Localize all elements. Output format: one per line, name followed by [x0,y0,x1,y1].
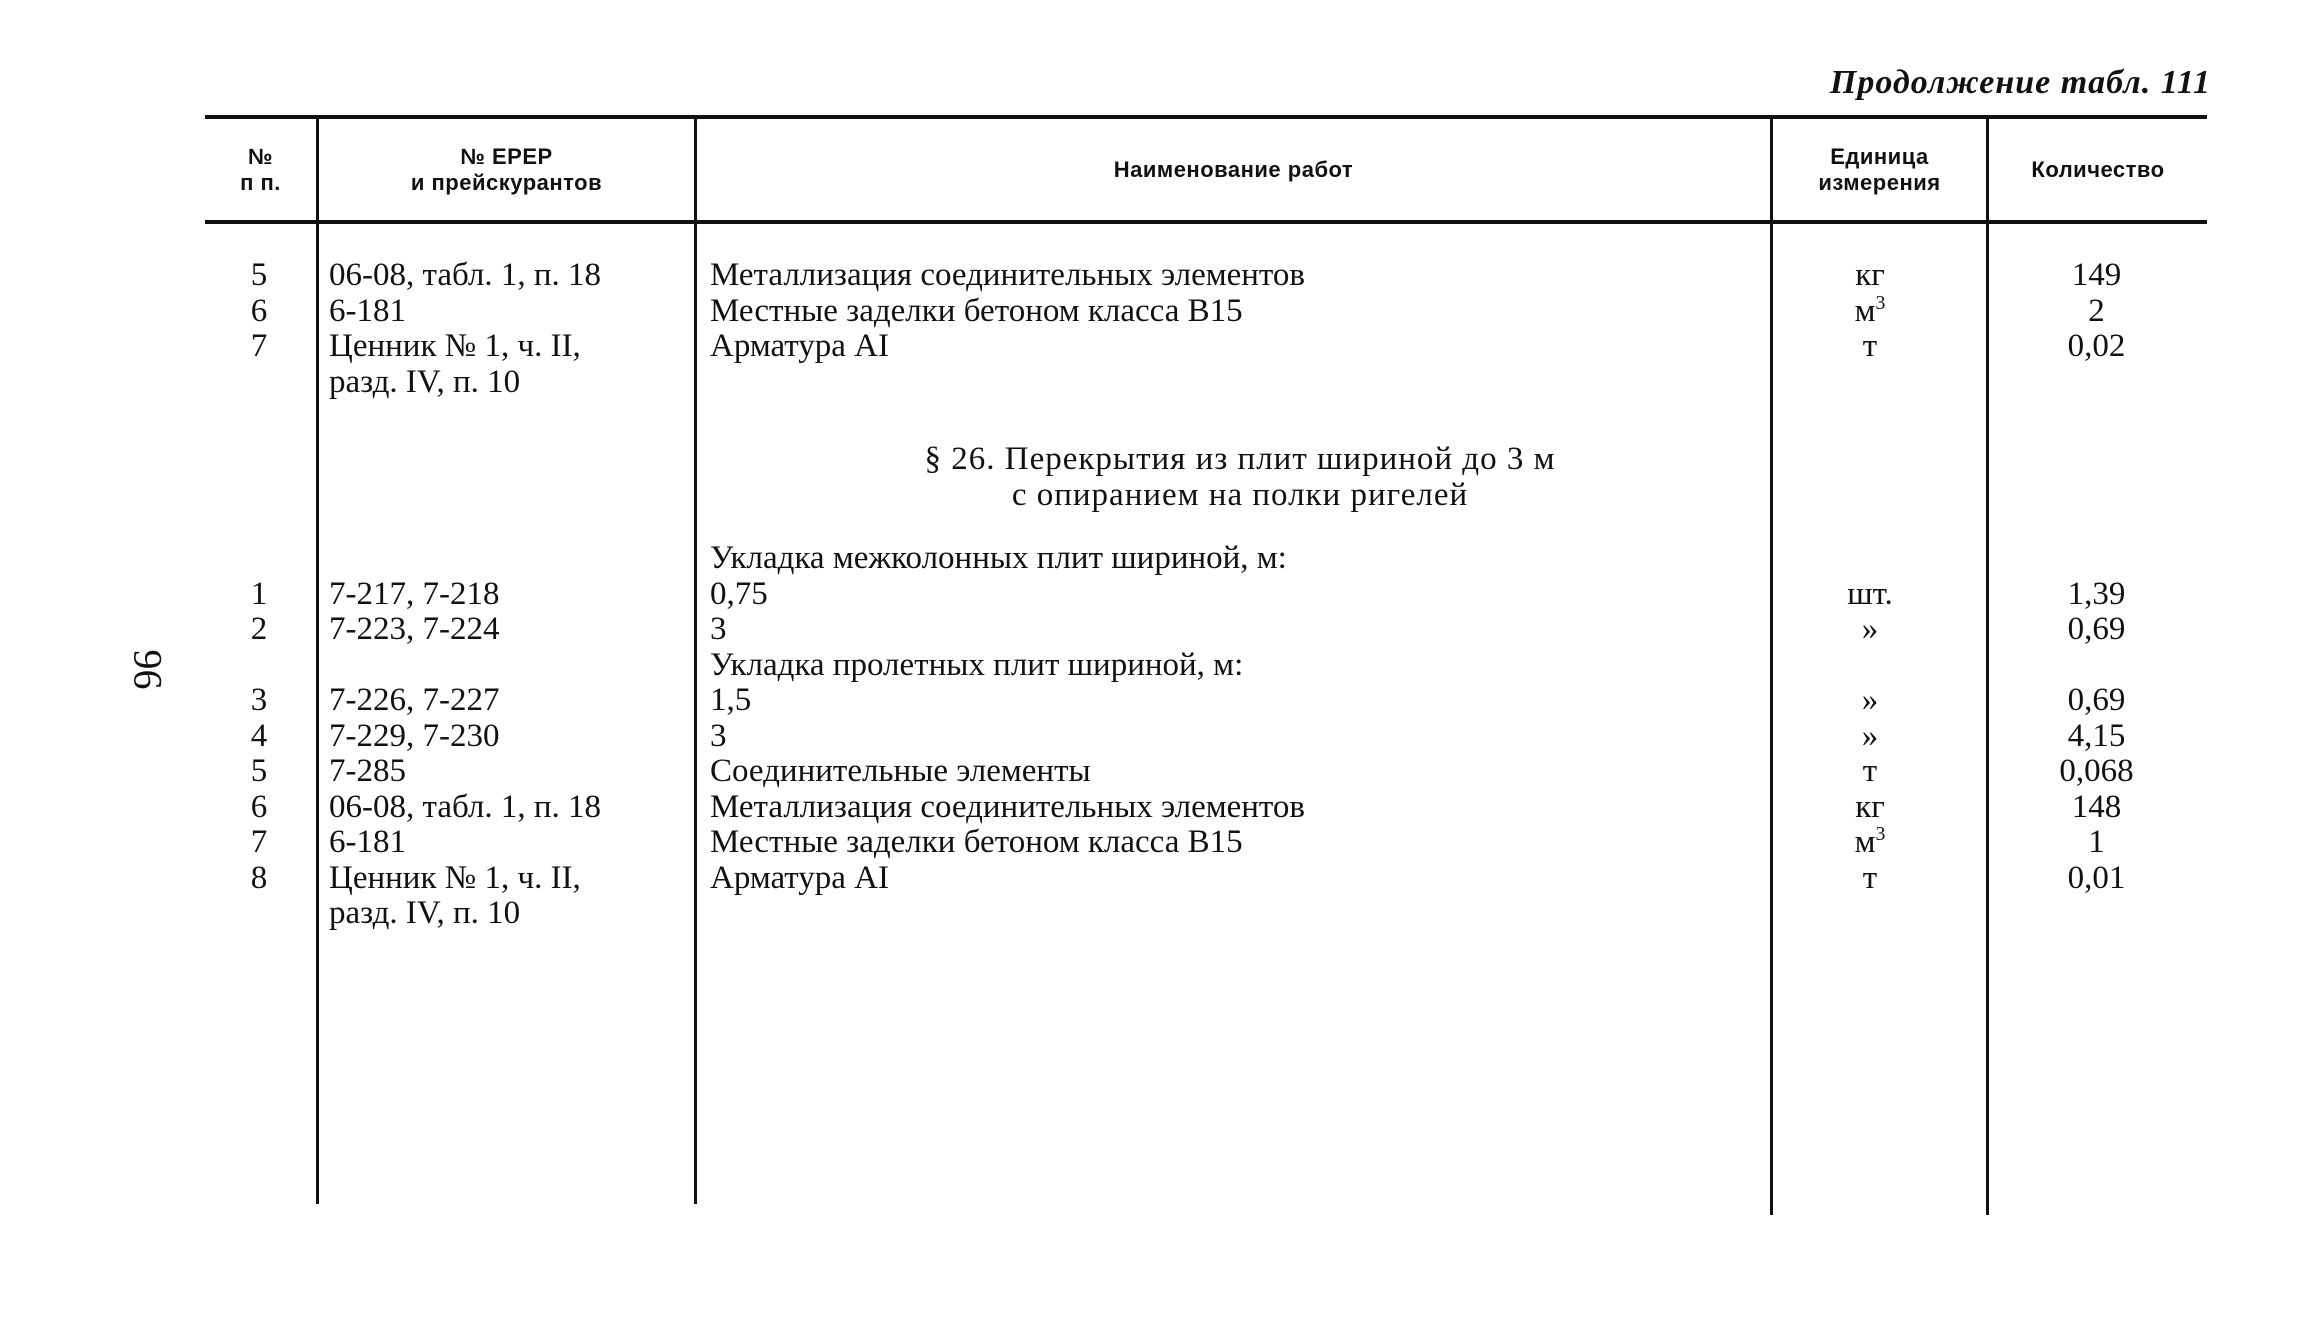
row-number: 4 [250,717,268,754]
column-header-name-text: Наименование работ [1113,157,1354,182]
row-unit-superscript: 3 [1875,823,1886,845]
row-work-name: Укладка межколонных плит шириной, м: [710,540,1287,576]
row-code: Ценник № 1, ч. II, [329,859,581,896]
row-code: разд. IV, п. 10 [329,363,521,400]
row-quantity: 2 [2088,292,2105,329]
row-unit: » [1861,717,1879,754]
column-header-code-line2: и прейскурантов [410,170,603,195]
row-unit: т [1862,859,1878,896]
row-code: 6-181 [329,292,406,329]
column-header-code-line1: № ЕРЕР [460,144,553,169]
row-unit: $м^3$ [1854,291,1886,329]
row-work-name: 1,5 [710,682,752,718]
table-row [205,718,2207,754]
table-row [205,293,2207,329]
table-header-rule [205,220,2207,224]
table-row [205,364,2207,400]
table-row [205,860,2207,896]
column-header-number-line2: п п. [240,170,281,195]
row-code: 7-285 [329,753,406,789]
page-number: 96 [125,649,171,690]
row-unit: т [1862,753,1878,789]
row-work-name: Металлизация соединительных элементов [710,257,1305,293]
row-unit: шт. [1847,575,1893,612]
row-work-name: Арматура AI [710,328,889,364]
row-quantity: 0,69 [2067,682,2126,718]
table-row [205,824,2207,860]
row-number: 2 [250,611,268,647]
row-code: разд. IV, п. 10 [329,895,521,931]
row-number: 1 [250,575,268,612]
table-top-rule [205,115,2207,119]
row-quantity: 1,39 [2067,575,2126,612]
row-quantity: 148 [2071,788,2122,825]
column-header-name [697,122,1770,218]
column-header-unit-line1: Единица [1830,144,1929,169]
section-heading-line2: с опиранием на полки ригелей [1011,477,1469,513]
row-quantity: 0,02 [2067,328,2126,364]
row-number: 8 [250,859,268,896]
row-code: Ценник № 1, ч. II, [329,328,581,364]
row-work-name: Местные заделки бетоном класса В15 [710,292,1243,329]
row-code: 6-181 [329,824,406,860]
row-code: 7-229, 7-230 [329,717,500,754]
row-unit: » [1861,682,1879,718]
table-row [205,789,2207,825]
section-heading [710,441,1770,513]
row-unit-superscript: 3 [1875,291,1886,314]
row-quantity: 0,01 [2067,859,2126,896]
row-work-name: 0,75 [710,575,768,612]
row-work-name: Укладка пролетных плит шириной, м: [710,646,1244,683]
table-continuation-caption: Продолжение табл. 111 [1829,64,2211,101]
table-row [205,576,2207,612]
row-number: 7 [250,328,268,364]
row-unit: » [1861,611,1879,647]
row-work-name: 3 [710,611,727,647]
row-quantity: 4,15 [2067,717,2126,754]
row-work-name: Соединительные элементы [710,753,1091,789]
row-quantity: 0,068 [2059,753,2134,789]
row-quantity: 0,69 [2067,611,2126,647]
column-header-number-line1: № [247,144,274,169]
row-code: 06-08, табл. 1, п. 18 [329,788,602,825]
row-work-name: Металлизация соединительных элементов [710,788,1305,825]
row-work-name: Арматура AI [710,859,889,896]
table-row [205,257,2207,293]
row-unit: т [1862,328,1878,364]
row-work-name: 3 [710,717,727,754]
row-number: 3 [250,682,268,718]
table-row [205,647,2207,683]
section-heading-line1: § 26. Перекрытия из плит шириной до 3 м [924,441,1556,477]
row-unit: кг [1855,788,1885,825]
column-header-unit [1773,122,1986,218]
row-number: 5 [250,753,268,789]
column-header-code [319,122,694,218]
row-number: 6 [250,292,268,329]
row-unit: кг [1855,257,1885,293]
row-number: 7 [250,824,268,860]
column-header-number [205,122,316,218]
row-number: 5 [250,257,268,293]
row-quantity: 1 [2088,824,2105,860]
row-quantity: 149 [2071,257,2122,293]
row-number: 6 [250,788,268,825]
row-code: 7-217, 7-218 [329,575,500,612]
column-header-unit-line2: измерения [1818,170,1941,195]
table-row [205,682,2207,718]
row-code: 06-08, табл. 1, п. 18 [329,257,602,293]
row-unit: $м^3$ [1854,823,1886,860]
table-row [205,328,2207,364]
table-row [205,895,2207,931]
column-header-quantity [1989,122,2207,218]
row-work-name: Местные заделки бетоном класса В15 [710,824,1243,860]
row-code: 7-223, 7-224 [329,611,500,647]
row-code: 7-226, 7-227 [329,682,500,718]
column-header-quantity-text: Количество [2031,157,2165,182]
table-row [205,540,2207,576]
table-row [205,611,2207,647]
table-row [205,753,2207,789]
